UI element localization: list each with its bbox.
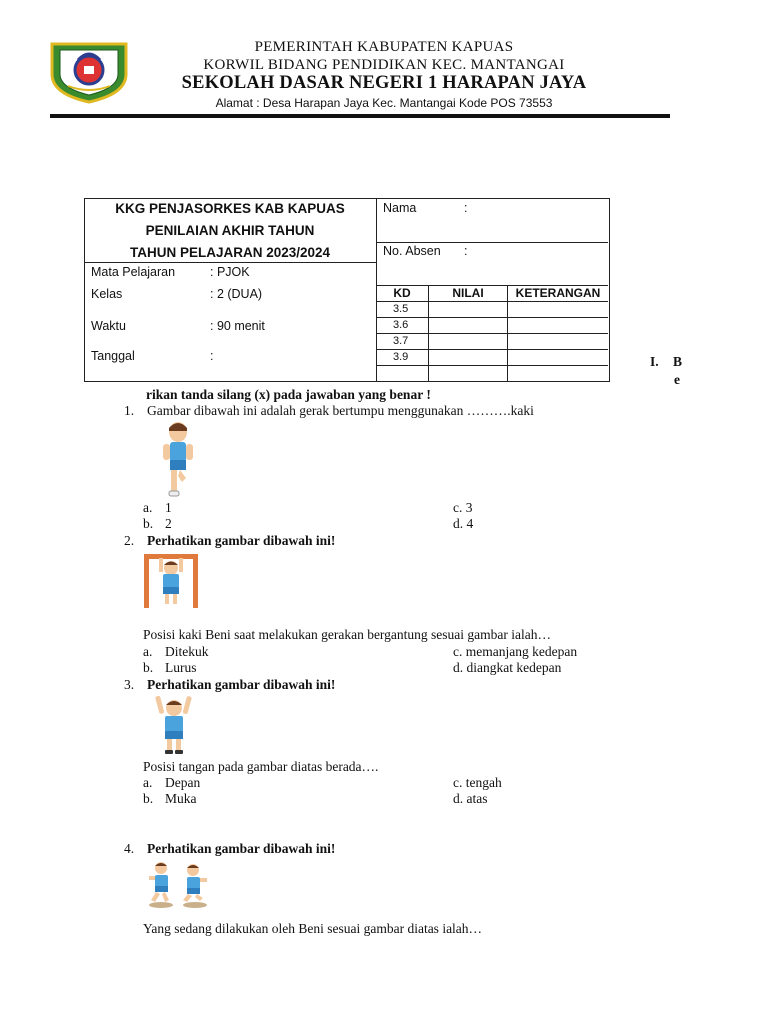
section-letter-e: e [674,372,680,387]
section-letter-b: B [673,354,683,369]
kd-value: 3.6 [393,319,409,331]
q2-option-b[interactable]: Lurus [165,660,197,675]
q3-option-c[interactable] [453,775,502,791]
header-line-2: KORWIL BIDANG PENDIDIKAN KEC. MANTANGAI [203,57,565,73]
question-2-prompt: Posisi kaki Beni saat melakukan gerakan bergantung sesuai gambar ialah… [143,627,552,642]
question-4-number: 4. [124,841,135,856]
kd-value: 3.7 [393,335,409,347]
header-line-1: PEMERINTAH KABUPATEN KAPUAS [254,39,514,55]
q2-option-b-letter[interactable]: b. [143,660,154,675]
field-value-class: : 2 (DUA) [210,287,263,301]
q2-option-c-text: memanjang kedepan [465,644,578,659]
q1-option-c-text: 3 [465,500,473,515]
q1-option-a-letter[interactable]: a. [143,500,153,515]
q2-option-d-text: diangkat kedepan [466,660,562,675]
question-3-prompt: Posisi tangan pada gambar diatas berada…. [143,759,379,774]
question-1-text: Gambar dibawah ini adalah gerak bertumpu menggunakan ……….kaki [147,403,534,418]
q2-option-a-letter[interactable]: a. [143,644,153,659]
child-standing-one-leg-icon [158,420,198,498]
exam-title: PENILAIAN AKHIR TAHUN [145,223,315,238]
score-header-keterangan: KETERANGAN [515,286,601,300]
absen-label: No. Absen [383,244,441,258]
exam-org: KKG PENJASORKES KAB KAPUAS [115,201,345,216]
question-2-number: 2. [124,533,135,548]
q1-option-b-letter[interactable]: b. [143,516,154,531]
question-2-text: Perhatikan gambar dibawah ini! [147,533,336,548]
field-label-subject: Mata Pelajaran [91,265,176,279]
question-4-prompt: Yang sedang dilakukan oleh Beni sesuai gambar diatas ialah… [143,921,483,936]
q3-option-a-letter[interactable]: a. [143,775,153,790]
kd-value: 3.5 [393,303,409,315]
score-header-nilai: NILAI [452,286,484,300]
section-roman: I. [650,354,659,369]
table-divider [376,242,608,243]
q3-option-c-letter: c. [453,775,463,790]
field-label-class: Kelas [91,287,123,301]
q2-option-a[interactable]: Ditekuk [165,644,209,659]
exam-year: TAHUN PELAJARAN 2023/2024 [129,245,331,260]
school-name: SEKOLAH DASAR NEGERI 1 HARAPAN JAYA [181,73,587,93]
q1-option-d[interactable] [453,516,473,532]
child-hands-up-icon [153,694,195,756]
q2-option-c[interactable] [453,644,577,660]
q1-option-a[interactable]: 1 [165,500,172,515]
school-logo-icon [48,38,130,104]
question-3-text: Perhatikan gambar dibawah ini! [147,677,336,692]
field-value-time: : 90 menit [210,319,265,333]
q1-option-d-letter: d. [453,516,464,531]
field-value-subject: : PJOK [210,265,250,279]
question-4-text: Perhatikan gambar dibawah ini! [147,841,336,856]
q1-option-d-text: 4 [466,516,474,531]
q2-option-d-letter: d. [453,660,464,675]
q1-option-b[interactable]: 2 [165,516,172,531]
child-hanging-bar-icon [142,552,200,608]
question-3-number: 3. [124,677,135,692]
q3-option-a[interactable]: Depan [165,775,201,790]
q3-option-d[interactable] [453,791,488,807]
header-divider [50,114,670,118]
q3-option-d-text: atas [466,791,488,806]
absen-colon: : [464,244,468,258]
field-label-date: Tanggal [91,349,135,363]
q2-option-d[interactable] [453,660,561,676]
q3-option-b-letter[interactable]: b. [143,791,154,806]
name-colon: : [464,201,468,215]
kd-value: 3.9 [393,351,409,363]
school-address: Alamat : Desa Harapan Jaya Kec. Mantangai Kode POS 73553 [215,96,553,110]
children-jumping-icon [143,860,215,910]
q2-option-c-letter: c. [453,644,463,659]
q3-option-b[interactable]: Muka [165,791,197,806]
name-label: Nama [383,201,417,215]
score-header-kd: KD [393,286,411,300]
table-divider [84,262,377,263]
q3-option-d-letter: d. [453,791,464,806]
field-value-date: : [210,349,214,363]
q3-option-c-text: tengah [465,775,502,790]
field-label-time: Waktu [91,319,126,333]
q1-option-c-letter: c. [453,500,463,515]
question-1-number: 1. [124,403,135,418]
q1-option-c[interactable] [453,500,473,516]
section-instruction: rikan tanda silang (x) pada jawaban yang benar ! [146,387,431,402]
